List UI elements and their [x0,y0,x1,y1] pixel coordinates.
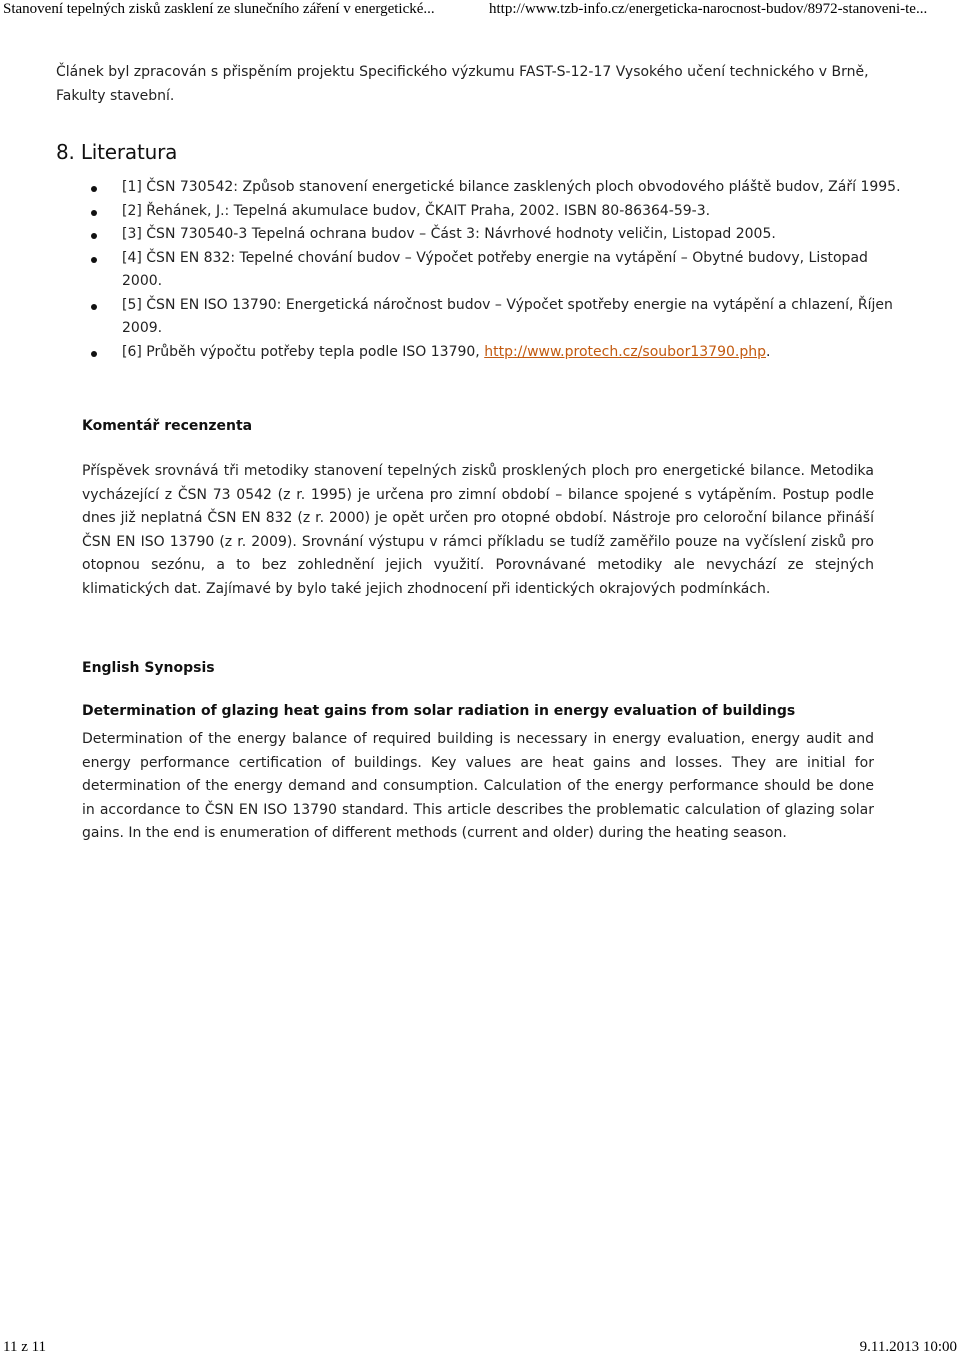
synopsis-subheading: Determination of glazing heat gains from solar radiation in energy evaluation of buildings [82,703,796,719]
reference-list [122,176,912,364]
review-paragraph: Příspěvek srovnává tři metodiky stanovení tepelných zisků prosklených ploch pro energetické bilance. Metodika vycházející z ČSN 73 0542 (z r. 1995) je určena pro zimní období – bilance spojené s vytápěním. Postup podle dnes již neplatná ČSN EN 832 (z r. 2000) je opět určen pro otopné období. Nástroje pro celoroční bilance přináší ČSN EN ISO 13790 (z r. 2009). Srovnání výstupu v rámci příkladu se tudíž zaměřilo pouze na vyčíslení zisků pro otopnou sezónu, a to bez zohlednění jejich využití. Porovnávané metodiky ale nevychází ze stejných klimatických dat. Zajímavé by bylo také jejich zhodnocení při identických okrajových podmínkách. [82,463,874,597]
bullet-icon [91,351,97,357]
reference-text: [3] ČSN 730540-3 Tepelná ochrana budov – Část 3: Návrhové hodnoty veličin, Listopad 2005. [122,226,776,242]
synopsis-heading: English Synopsis [82,660,215,676]
reference-text: [1] ČSN 730542: Způsob stanovení energetické bilance zasklených ploch obvodového pláště budov, Září 1995. [122,179,901,195]
review-heading: Komentář recenzenta [82,418,253,434]
header-page-title: Stanovení tepelných zisků zasklení ze slunečního záření v energetické... [3,1,435,17]
bullet-icon [91,304,97,310]
print-header [0,0,960,22]
bullet-icon [91,186,97,192]
bullet-icon [91,233,97,239]
reference-text: [4] ČSN EN 832: Tepelné chování budov – Výpočet potřeby energie na vytápění – Obytné budovy, Listopad 2000. [122,249,868,289]
reference-link[interactable]: http://www.protech.cz/soubor13790.php [484,343,766,360]
print-footer [0,1339,960,1357]
reference-item [122,223,912,247]
reference-item [122,176,912,200]
reference-item [122,341,912,365]
reference-text: [2] Řehánek, J.: Tepelná akumulace budov, ČKAIT Praha, 2002. ISBN 80-86364-59-3. [122,202,711,219]
bullet-icon [91,210,97,216]
header-page-url: http://www.tzb-info.cz/energeticka-narocnost-budov/8972-stanoveni-te... [489,1,928,17]
reference-suffix: . [765,343,771,360]
reference-item [122,200,912,224]
print-datetime: 9.11.2013 10:00 [859,1339,957,1355]
bullet-icon [91,257,97,263]
reference-text: [5] ČSN EN ISO 13790: Energetická náročnost budov – Výpočet spotřeby energie na vytápění a chlazení, Říjen 2009. [122,296,893,336]
synopsis-paragraph: Determination of the energy balance of required building is necessary in energy evaluation, energy audit and energy performance certification of buildings. Key values are heat gains and losses. They are initial for determination of the energy demand and consumption. Calculation of the energy performance should be done in accordance to ČSN EN ISO 13790 standard. This article describes the problematic calculation of glazing solar gains. In the end is enumeration of different methods (current and older) during the heating season. [82,731,874,841]
literature-heading: 8. Literatura [56,140,178,164]
reference-item [122,294,912,341]
page-number: 11 z 11 [3,1339,47,1355]
reference-item [122,247,912,294]
reference-text: [6] Průběh výpočtu potřeby tepla podle ISO 13790, [122,343,485,360]
acknowledgement-text: Článek byl zpracován s přispěním projektu Specifického výzkumu FAST-S-12-17 Vysokého učení technického v Brně, Fakulty stavební. [56,64,869,104]
